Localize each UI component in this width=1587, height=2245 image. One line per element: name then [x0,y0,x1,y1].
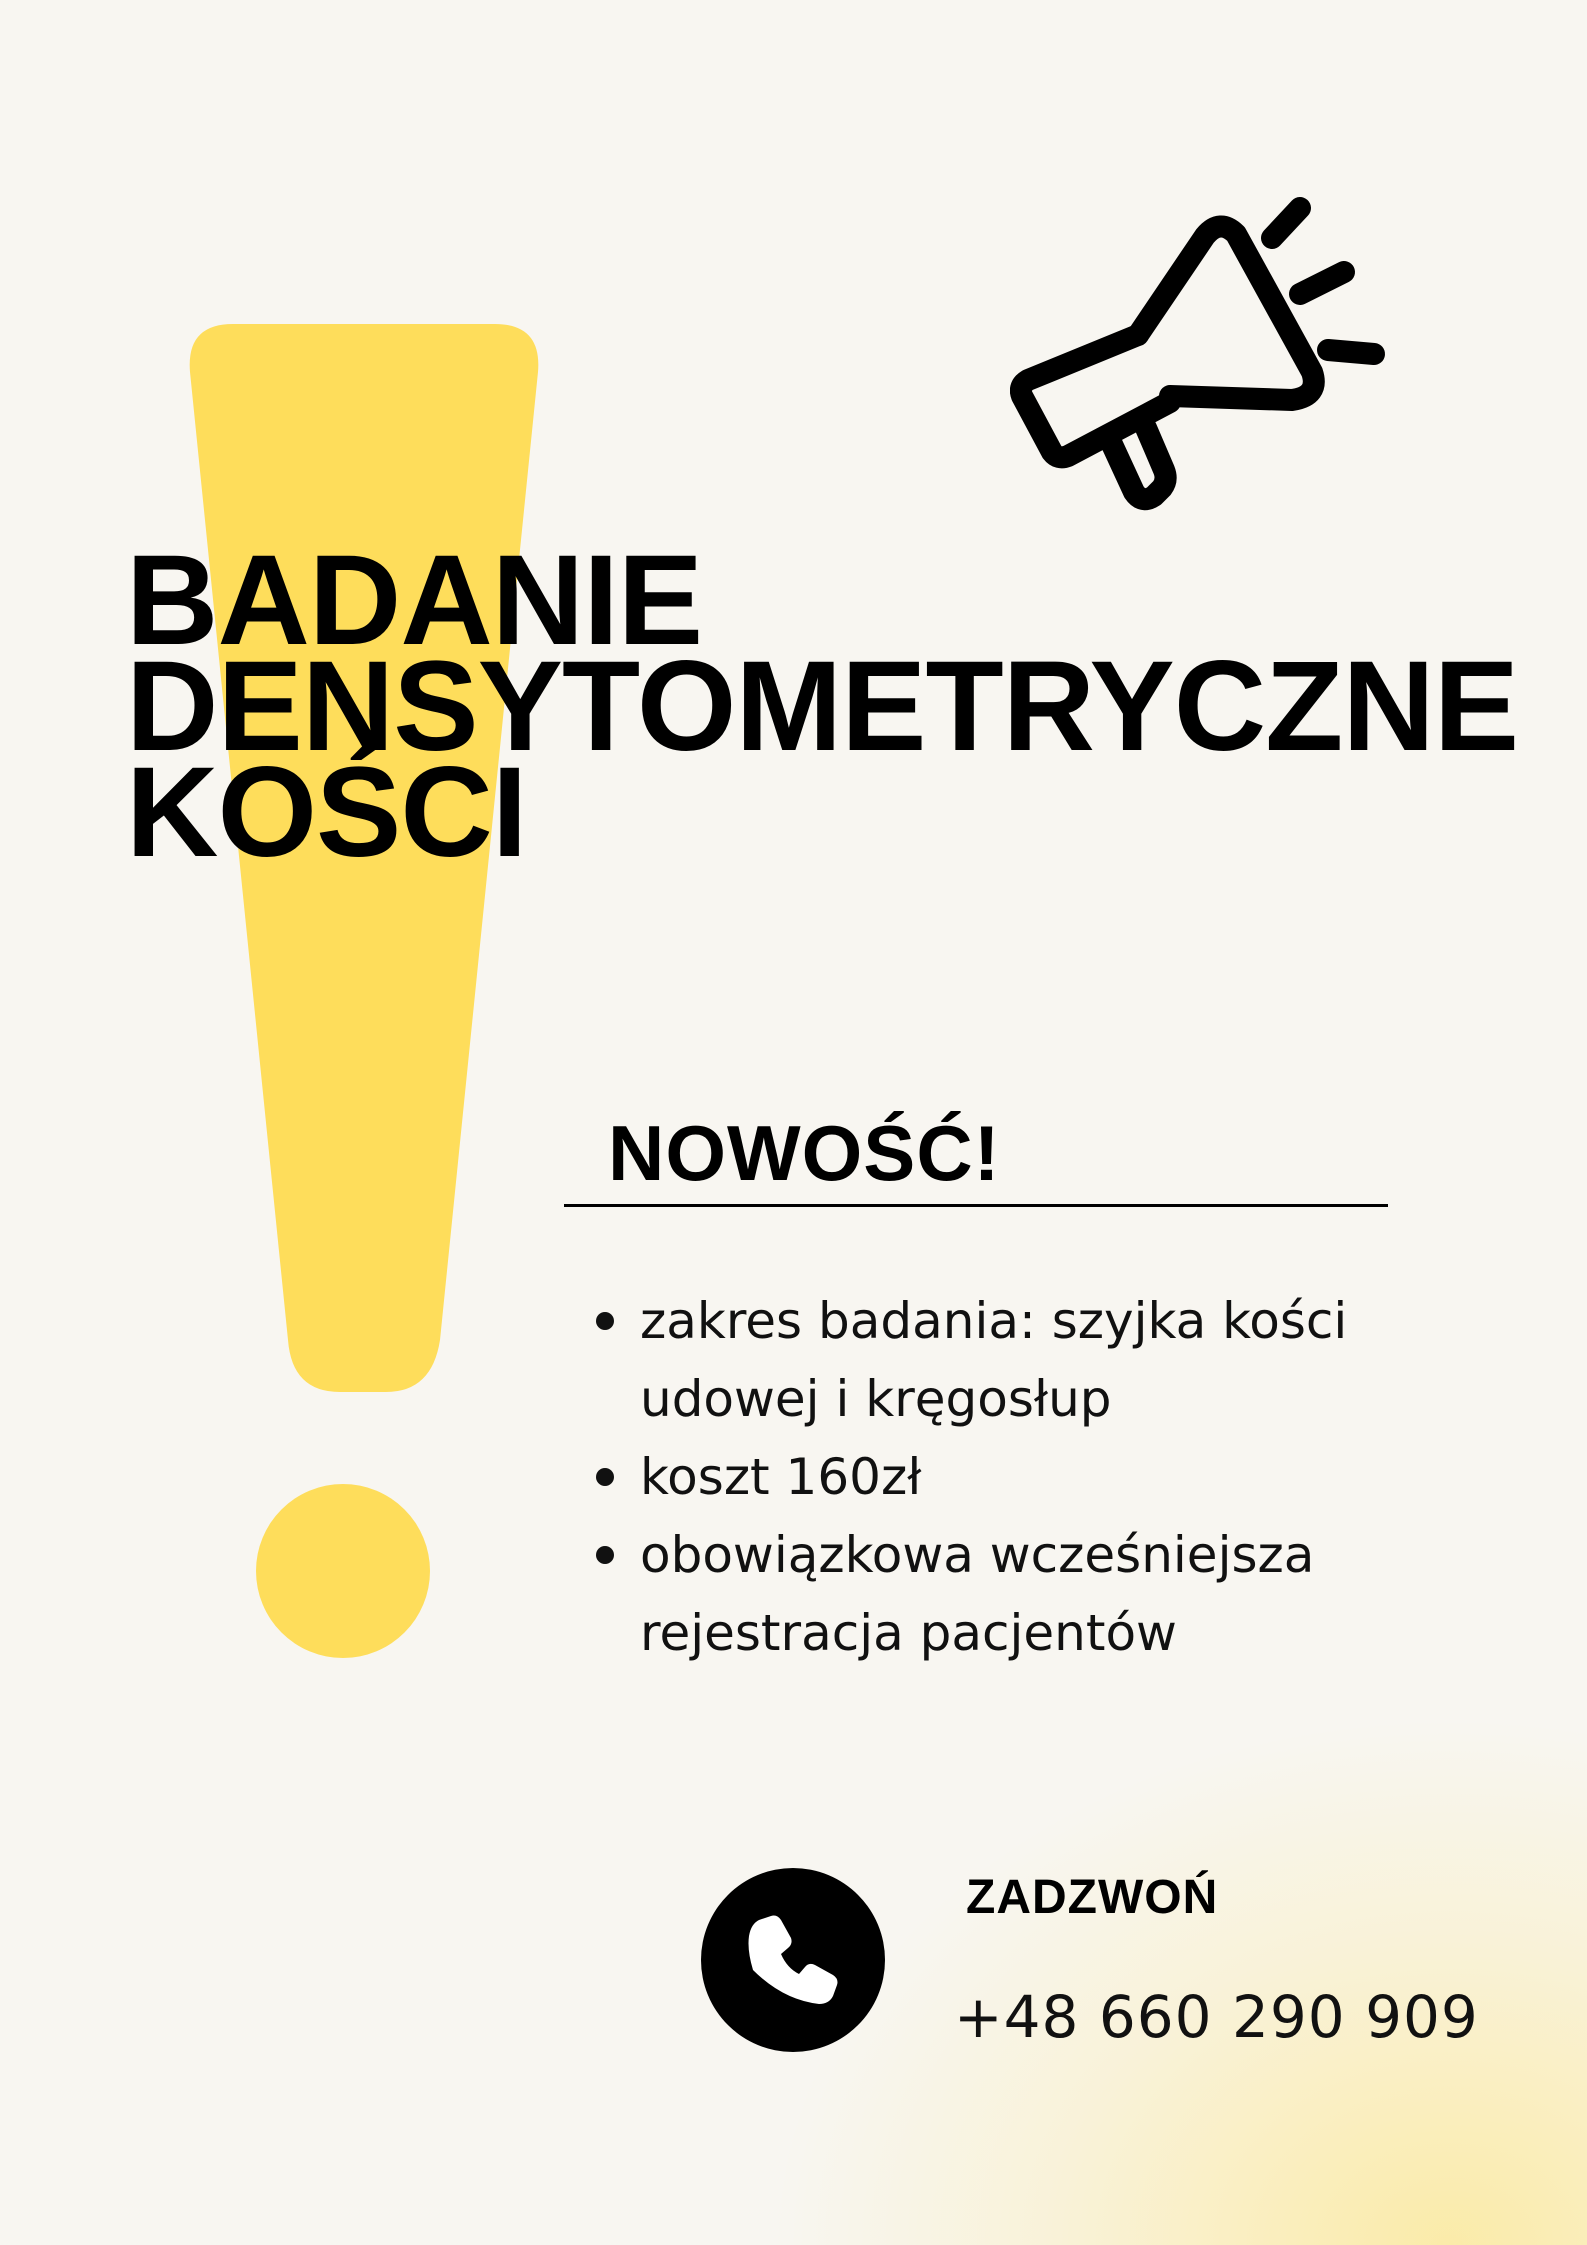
phone-icon [743,1910,843,2010]
list-item-registration: obowiązkowa wcześniejsza rejestracja pacjentów [596,1516,1540,1672]
news-divider [564,1204,1388,1207]
title-line-1: BADANIE [126,529,703,672]
info-list [596,1282,1540,1672]
megaphone-icon [1010,190,1410,530]
news-heading: NOWOŚĆ! [608,1109,1001,1197]
list-item-scope: zakres badania: szyjka kości udowej i kręgosłup [596,1282,1540,1438]
exclamation-dot [256,1484,430,1658]
list-item-cost: koszt 160zł [596,1438,1540,1516]
title-line-3: KOŚCI [126,741,527,884]
title-line-2: DENSYTOMETRYCZNE [126,635,1519,778]
poster-title [126,529,1519,884]
phone-badge [701,1868,885,2052]
phone-number[interactable]: +48 660 290 909 [954,1983,1479,2051]
call-label: ZADZWOŃ [966,1871,1219,1924]
